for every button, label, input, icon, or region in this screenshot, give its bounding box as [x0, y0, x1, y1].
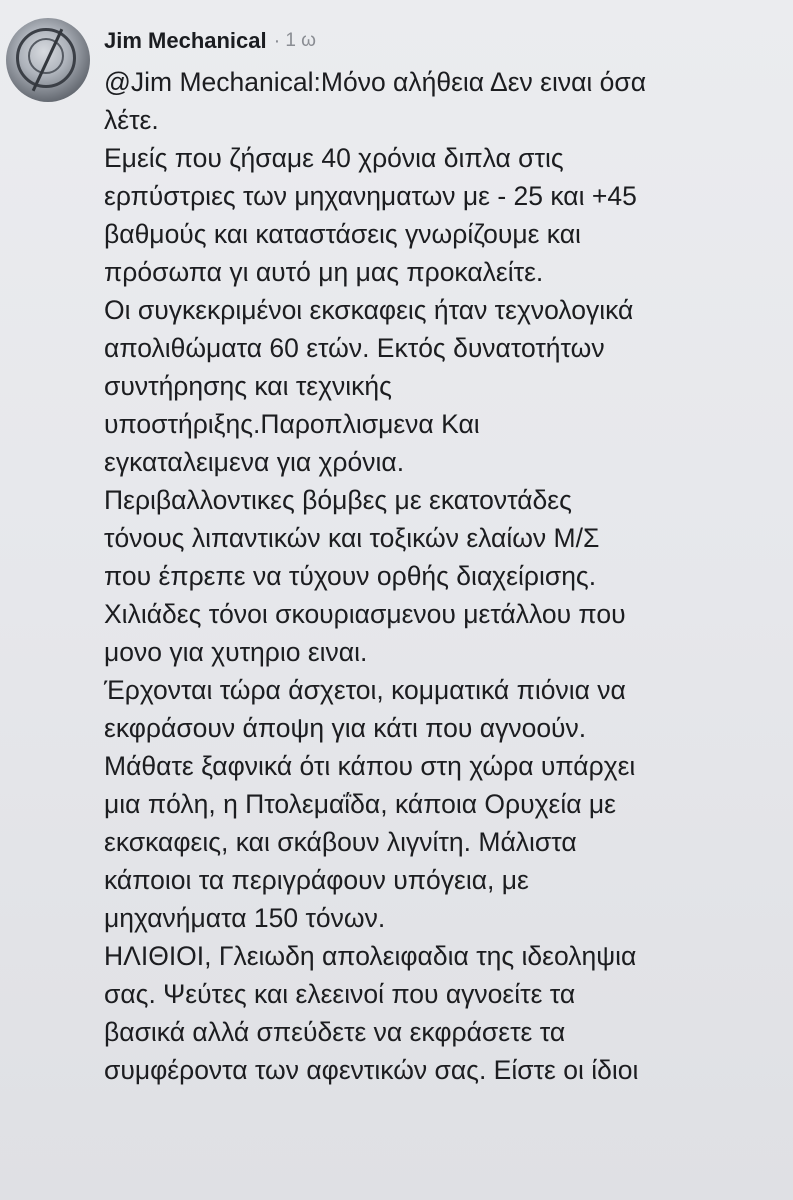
comment-line: λέτε.	[104, 105, 159, 135]
author-name[interactable]: Jim Mechanical	[104, 28, 267, 53]
comment-line: εγκαταλειμενα για χρόνια.	[104, 447, 405, 477]
comment-line: απολιθώματα 60 ετών. Εκτός δυνατοτήτων	[104, 333, 605, 363]
avatar-inner-ring	[28, 38, 64, 74]
comment-line: ΗΛΙΘΙΟΙ, Γλειωδη απολειφαδια της ιδεοληψια	[104, 941, 637, 971]
comment-line: που έπρεπε να τύχουν ορθής διαχείρισης.	[104, 561, 597, 591]
comment-line: Μάθατε ξαφνικά ότι κάπου στη χώρα υπάρχει	[104, 751, 636, 781]
comment-text	[104, 63, 784, 1089]
comment-line: Εμείς που ζήσαμε 40 χρόνια διπλα στις	[104, 143, 564, 173]
comment-line	[104, 63, 784, 101]
comment-line: Χιλιάδες τόνοι σκουριασμενου μετάλλου που	[104, 599, 626, 629]
comment-line: σας. Ψεύτες και ελεεινοί που αγνοείτε τα	[104, 979, 576, 1009]
comment-line: κάποιοι τα περιγράφουν υπόγεια, με	[104, 865, 529, 895]
comment-line: μονο για χυτηριο ειναι.	[104, 637, 368, 667]
comment-line: μια πόλη, η Πτολεμαΐδα, κάποια Ορυχεία με	[104, 789, 616, 819]
avatar[interactable]	[6, 18, 90, 102]
comment-line: πρόσωπα γι αυτό μη μας προκαλείτε.	[104, 257, 544, 287]
comment-line: μηχανήματα 150 τόνων.	[104, 903, 386, 933]
comment-line: βασικά αλλά σπεύδετε να εκφράσετε τα	[104, 1017, 566, 1047]
comment-line: τόνους λιπαντικών και τοξικών ελαίων Μ/Σ	[104, 523, 600, 553]
comment-line: Έρχονται τώρα άσχετοι, κομματικά πιόνια να	[104, 675, 626, 705]
comment-header	[104, 24, 316, 58]
separator-dot: ·	[273, 29, 281, 52]
comment-line: εκσκαφεις, και σκάβουν λιγνίτη. Μάλιστα	[104, 827, 577, 857]
comment-line: εκφράσουν άποψη για κάτι που αγνοούν.	[104, 713, 587, 743]
comment-line: υποστήριξης.Παροπλισμενα Και	[104, 409, 480, 439]
user-mention[interactable]: @Jim Mechanical	[104, 67, 314, 97]
comment-line: Οι συγκεκριμένοι εκσκαφεις ήταν τεχνολογικά	[104, 295, 634, 325]
comment-line: βαθμούς και καταστάσεις γνωρίζουμε και	[104, 219, 581, 249]
comment-timestamp[interactable]: 1 ω	[285, 30, 316, 51]
comment-line: συντήρησης και τεχνικής	[104, 371, 392, 401]
comment-line: συμφέροντα των αφεντικών σας. Είστε οι ίδιοι	[104, 1055, 639, 1085]
comment-line-text: :Μόνο αλήθεια Δεν ειναι όσα	[313, 67, 647, 97]
comment-line: Περιβαλλοντικες βόμβες με εκατοντάδες	[104, 485, 572, 515]
comment-line: ερπύστριες των μηχανηματων με - 25 και +45	[104, 181, 637, 211]
